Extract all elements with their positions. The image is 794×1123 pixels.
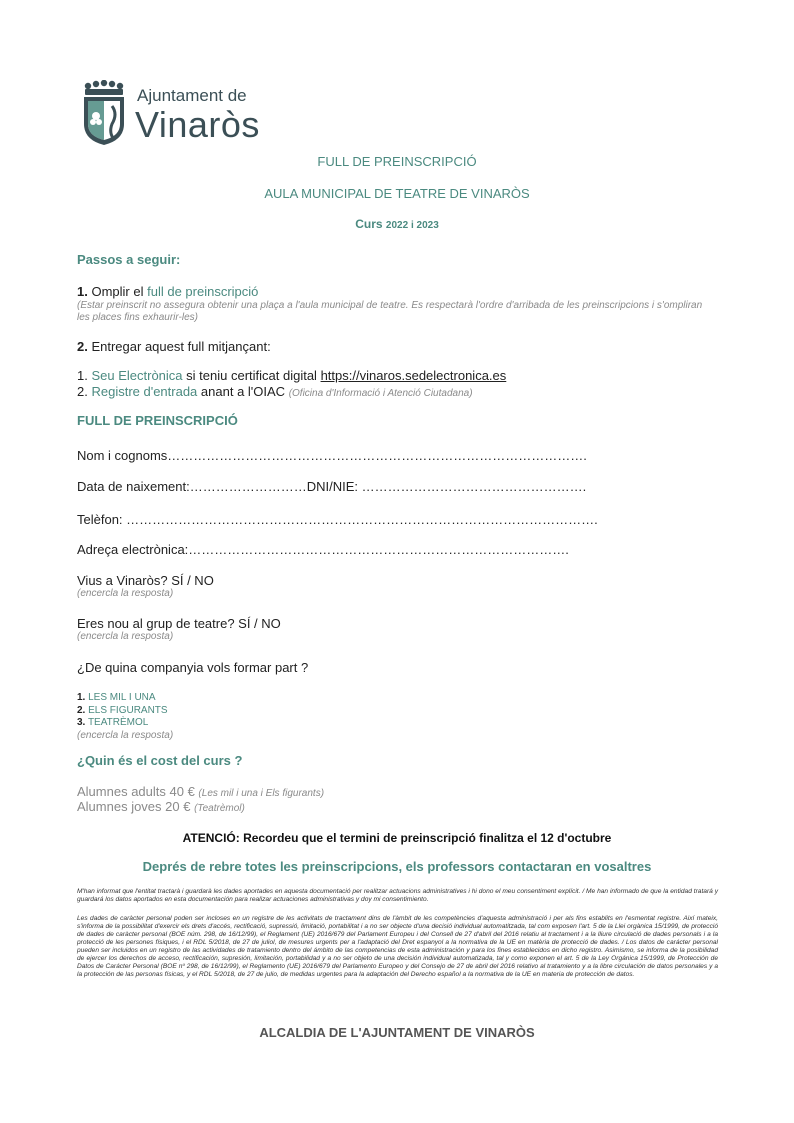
option-1-number: 1. (77, 368, 88, 383)
cost-young (77, 799, 245, 814)
coat-of-arms-icon (82, 80, 126, 146)
step-1-note: (Estar preinscrit no assegura obtenir una plaça a l'aula municipal de teatre. Es respectarà l'ordre d'arribada de les preinscripcions i s'ompliran les places fins exhaurir-les) (77, 300, 703, 323)
steps-heading: Passos a seguir: (77, 252, 181, 267)
step-2-text: Entregar aquest full mitjançant: (91, 339, 271, 354)
step-1-number: 1. (77, 284, 88, 299)
step-2-number: 2. (77, 339, 88, 354)
company-question: ¿De quina companyia vols formar part ? (77, 660, 309, 675)
name-field[interactable]: Nom i cognoms……………………………………………………………………………………. (77, 448, 587, 463)
contact-notice: Deprés de rebre totes les preinscripcions, els professors contactaran en vosaltres (142, 859, 652, 874)
curs-label: Curs (355, 217, 383, 231)
option-1-highlight: Seu Electrònica (91, 368, 183, 383)
cost-adults-note: (Les mil i una i Els figurants) (198, 788, 325, 799)
logo (82, 80, 282, 150)
title-curs (0, 217, 794, 231)
form-heading: FULL DE PREINSCRIPCIÓ (77, 413, 238, 428)
new-member-note: (encercla la resposta) (77, 631, 174, 642)
cost-adults (77, 784, 324, 799)
email-field[interactable]: Adreça electrònica:……………………………………………………………………………. (77, 542, 569, 557)
option-1-text: si teniu certificat digital (186, 368, 317, 383)
birth-dni-field[interactable]: Data de naixement:………………………DNI/NIE: ……………………………………………. (77, 479, 587, 494)
option-2-text: anant a l'OIAC (200, 384, 286, 399)
company-name: ELS FIGURANTS (88, 704, 168, 716)
delivery-option-2 (77, 384, 473, 399)
option-2-number: 2. (77, 384, 88, 399)
company-option[interactable] (77, 717, 173, 730)
cost-heading: ¿Quin és el cost del curs ? (77, 753, 243, 768)
new-member-question[interactable]: Eres nou al grup de teatre? SÍ / NO (77, 616, 281, 631)
cost-young-text: Alumnes joves 20 € (77, 799, 191, 814)
signature: ALCALDIA DE L'AJUNTAMENT DE VINARÒS (259, 1025, 535, 1040)
option-2-highlight: Registre d'entrada (91, 384, 198, 399)
logo-line1: Ajuntament de (137, 86, 247, 105)
company-option[interactable] (77, 692, 173, 705)
company-number: 1. (77, 692, 86, 703)
title-main: FULL DE PREINSCRIPCIÓ (317, 154, 477, 169)
curs-years: 2022 i 2023 (385, 220, 439, 231)
step-2 (77, 339, 271, 354)
consent-text: M'han informat que l'entitat tractarà i guardarà les dades aportades en aquesta documentació per realitzar actuacions administratives i hi dono el meu consentiment explícit. / Me han informado de que la entidad tratará y guardará los datos aportados en esta documentación para realizar actuaciones administrativas y doy mi consentimiento. (77, 888, 718, 903)
lives-vinaros-question[interactable]: Vius a Vinaròs? SÍ / NO (77, 573, 214, 588)
option-2-note: (Oficina d'Informació i Atenció Ciutadana) (288, 388, 473, 399)
logo-line2: Vinaròs (135, 104, 260, 145)
sede-electronica-link[interactable]: https://vinaros.sedelectronica.es (320, 368, 507, 383)
attention-notice: ATENCIÓ: Recordeu que el termini de preinscripció finalitza el 12 d'octubre (182, 831, 612, 845)
company-number: 2. (77, 704, 86, 716)
company-list (77, 692, 173, 742)
step-1-text: Omplir el (91, 284, 144, 299)
company-name: LES MIL I UNA (88, 692, 156, 703)
title-aula: AULA MUNICIPAL DE TEATRE DE VINARÒS (264, 186, 530, 201)
company-note: (encercla la resposta) (77, 729, 174, 741)
lives-vinaros-note: (encercla la resposta) (77, 588, 174, 599)
company-number: 3. (77, 717, 86, 728)
delivery-option-1 (77, 368, 506, 383)
company-name: TEATRÈMOL (87, 717, 149, 728)
step-1 (77, 284, 258, 299)
cost-young-note: (Teatrèmol) (194, 803, 245, 814)
data-protection-text: Les dades de caràcter personal poden ser incloses en un registre de les activitats de tractament dins de l'àmbit de les competències d'aquesta administració i per als fins establits en l'esmentat registre. Així mateix, s'informa de la possibilitat d'exercir els drets d'accés, rectificació, supressió, limitació, portabilitat i a no ser objecte d'una decisió individual automatitzada, tal com exposen l'art. 5 de la Llei orgànica 15/1999, de protecció de dades de caràcter personal (BOE núm. 298, de 16/12/99), el Reglament (UE) 2016/679 del Parlament Europeu i del Consell de 27 d'abril del 2016 relatiu al tractament i a la lliure circulació de dades personals i a la protecció de les persones físiques, i el RDL 5/2018, de 27 de juliol, de mesures urgents per a l'adaptació del Dret espanyol a la normativa de la UE en matèria de protecció de dades. / Los datos de carácter personal pueden ser incluidos en un registro de las actividades de tratamiento dentro del ámbito de las competencias de esta administración y para los fines establecidos en dicho registro. Asimismo, se informa de la posibilidad de ejercer los derechos de acceso, rectificación, supresión, limitación, portabilidad y a no ser objeto de una decisión individual automatizada, tal y como exponen el art. 5 de la Ley Orgánica 15/1999, de Protección de Datos de Carácter Personal (BOE nº 298, de 16/12/99), el Reglamento (UE) 2016/679 del Parlamento Europeo y del Consejo de 27 de abril del 2016 relativo al tratamiento y a la libre circulación de datos personales y a la protección de las personas físicas, y el RDL 5/2018, de 27 de julio, de medidas urgentes para la adaptación del Derecho español a la normativa de la UE en materia de protección de datos. (77, 915, 718, 978)
cost-adults-text: Alumnes adults 40 € (77, 784, 195, 799)
company-option[interactable] (77, 705, 173, 718)
step-1-highlight: full de preinscripció (147, 284, 259, 299)
phone-field[interactable]: Telèfon: ………………………………………………………………………………………………. (77, 512, 598, 527)
